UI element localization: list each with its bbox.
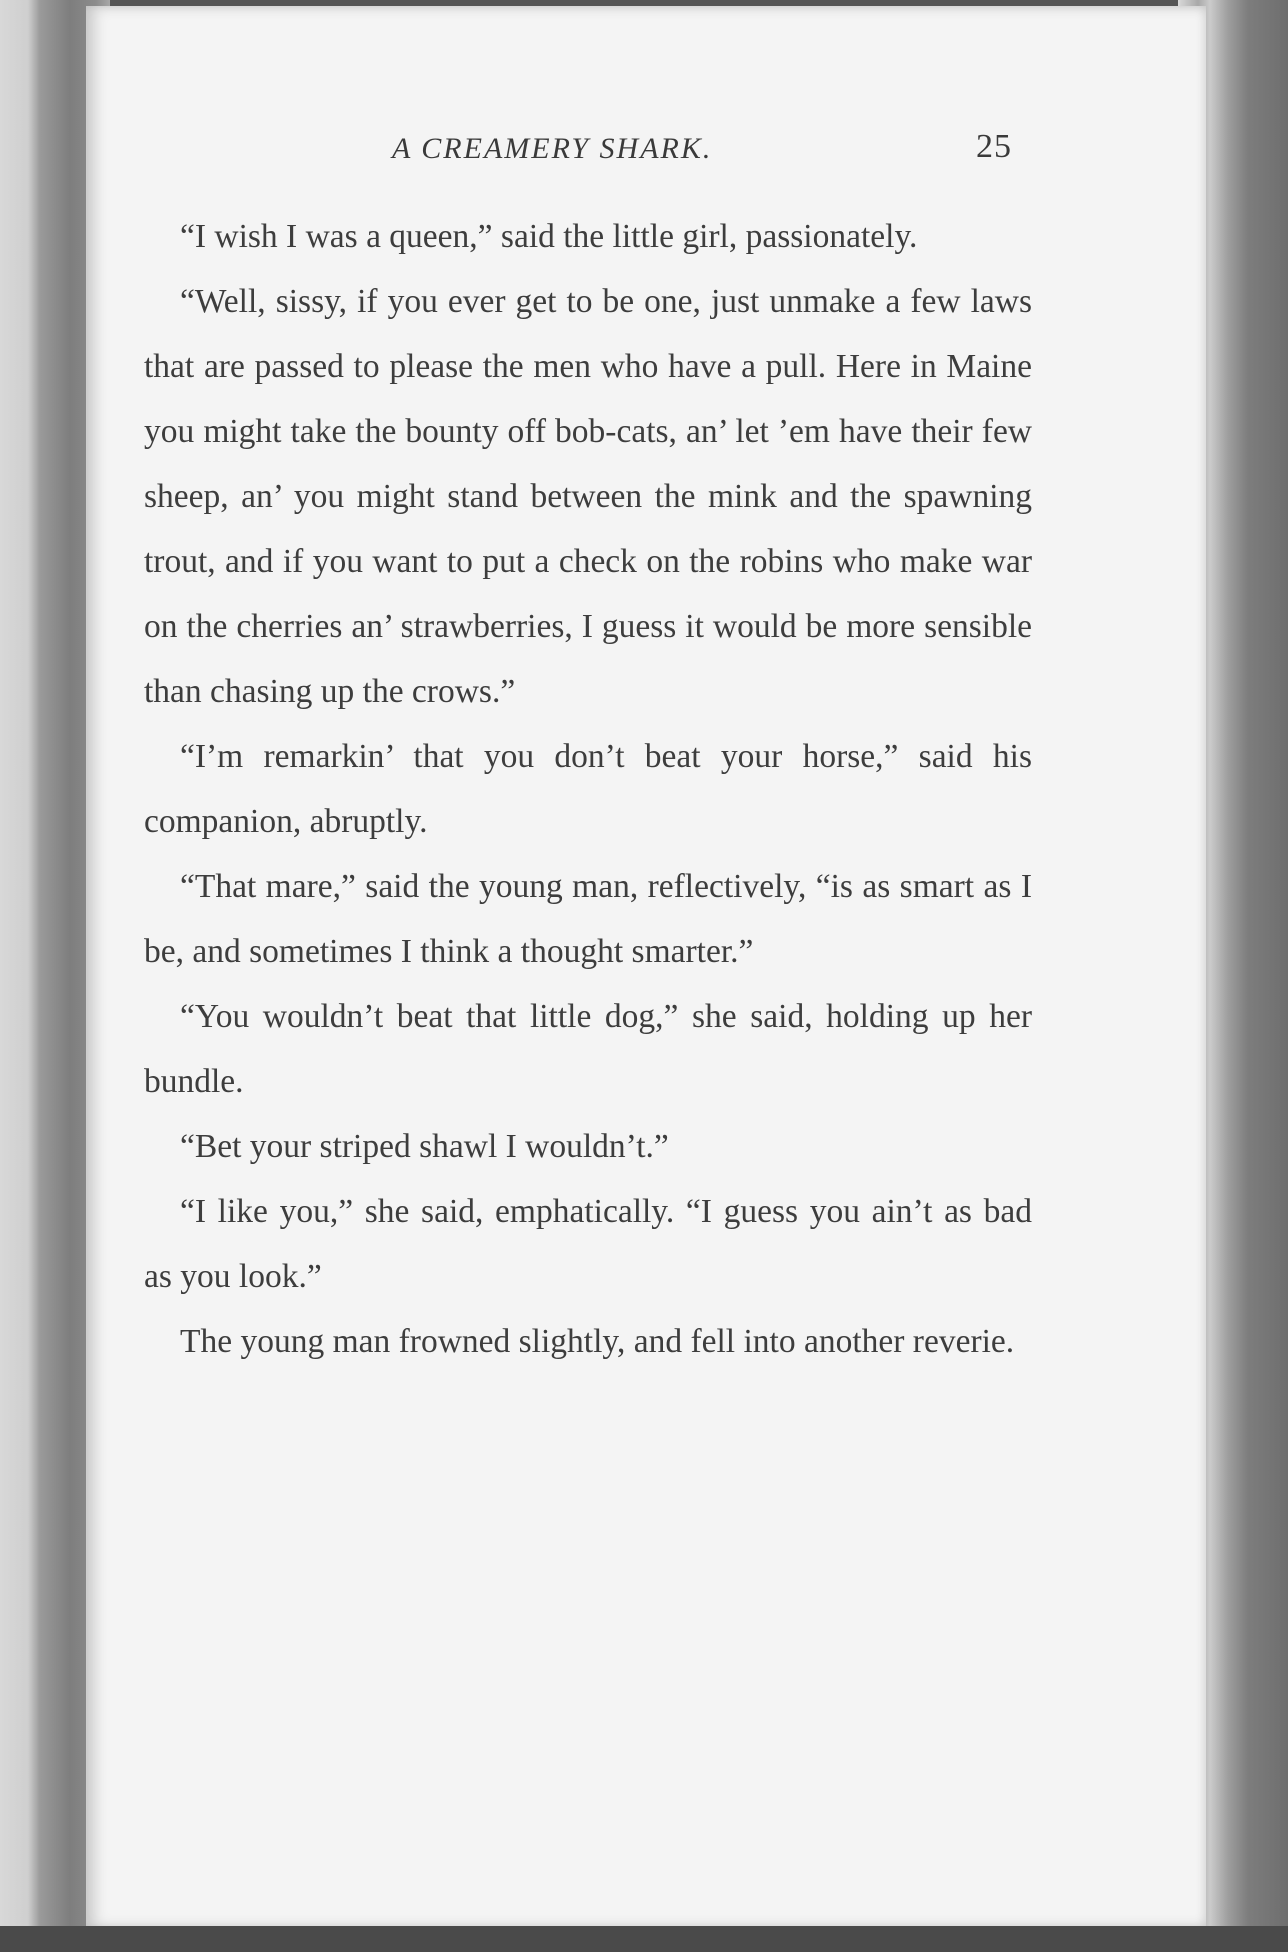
page-number: 25 xyxy=(976,128,1012,165)
page-header xyxy=(86,128,1206,172)
paragraph: “I’m remarkin’ that you don’t beat your horse,” said his companion, abruptly. xyxy=(144,738,1032,840)
paragraph: “I wish I was a queen,” said the little girl, passionately. xyxy=(180,218,918,255)
paragraph: “I like you,” she said, emphatically. “I guess you ain’t as bad as you look.” xyxy=(144,1193,1032,1295)
paragraph: “That mare,” said the young man, reflectively, “is as smart as I be, and sometimes I think a thought smarter.” xyxy=(144,868,1032,970)
page-body xyxy=(144,204,1032,1374)
paragraph: The young man frowned slightly, and fell into another reverie. xyxy=(180,1323,1015,1360)
book-page xyxy=(86,6,1206,1928)
running-title: A CREAMERY SHARK. xyxy=(392,132,713,165)
paragraph: “Well, sissy, if you ever get to be one, just unmake a few laws that are passed to please the men who have a pull. Here in Maine you might take the bounty off bob-cats, an’ let ’em have their few sheep, an’ you might stand between the mink and the spawning trout, and if you want to put a check on the robins who make war on the cherries an’ strawberries, I guess it would be more sensible than chasing up the crows.” xyxy=(144,283,1032,710)
paragraph: “Bet your striped shawl I wouldn’t.” xyxy=(180,1128,669,1165)
paragraph: “You wouldn’t beat that little dog,” she said, holding up her bundle. xyxy=(144,998,1032,1100)
scan-bottom-border xyxy=(0,1926,1288,1952)
